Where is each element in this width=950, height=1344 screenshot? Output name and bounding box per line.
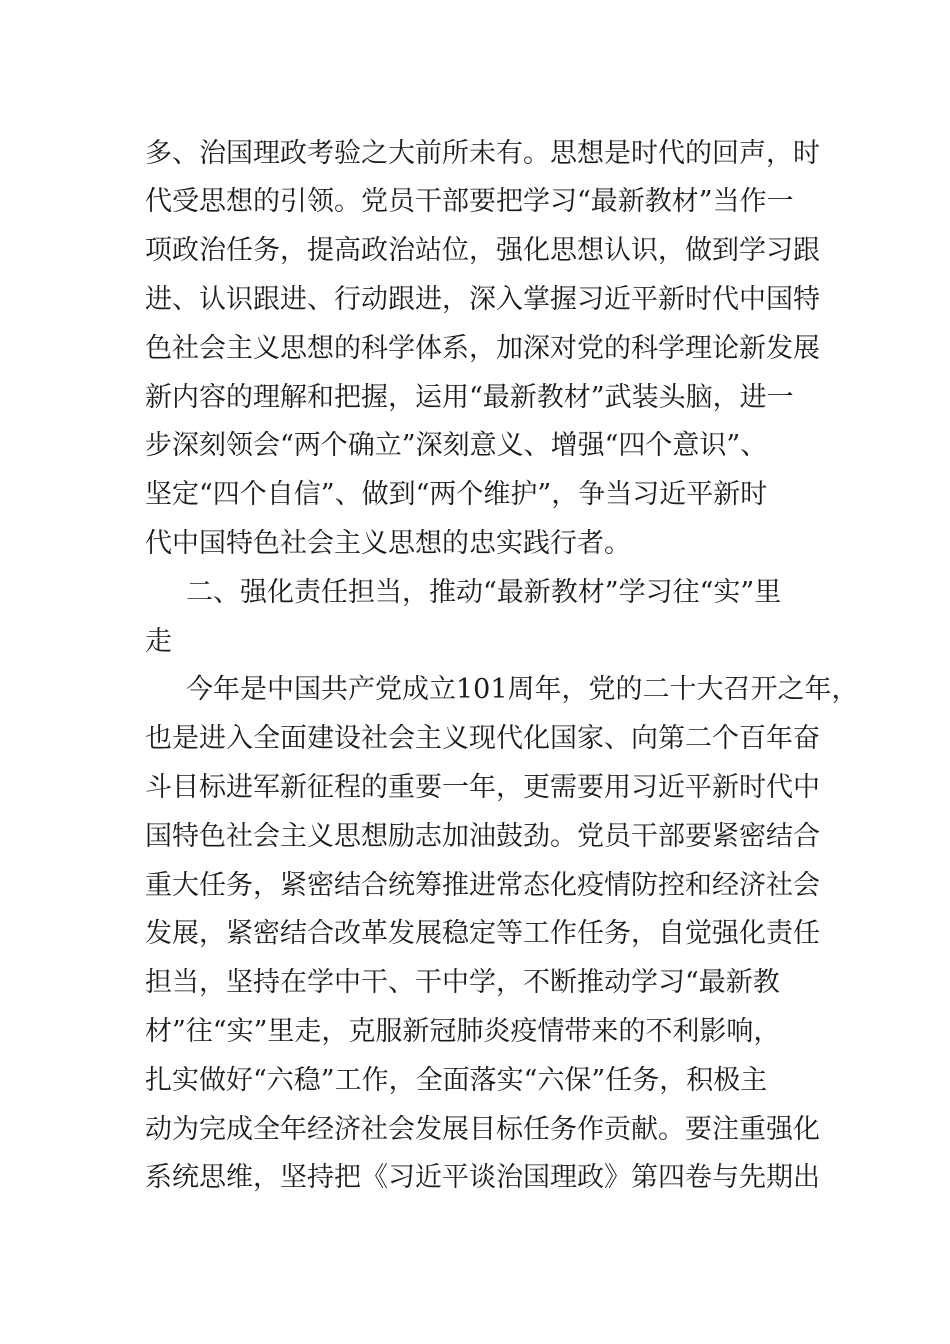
paragraph-line: 国特色社会主义思想励志加油鼓劲。党员干部要紧密结合 (145, 821, 820, 852)
paragraph-line: 重大任务，紧密结合统筹推进常态化疫情防控和经济社会 (145, 870, 820, 901)
paragraph-line: 材”往“实”里走，克服新冠肺炎疫情带来的不利影响， (145, 1016, 781, 1047)
paragraph-line: 斗目标进军新征程的重要一年，更需要用习近平新时代中 (145, 772, 820, 803)
section-heading: 二、强化责任担当，推动“最新教材”学习往“实”里 (186, 577, 782, 608)
paragraph-line: 今年是中国共产党成立101周年，党的二十大召开之年， (186, 674, 859, 705)
paragraph-line: 进、认识跟进、行动跟进，深入掌握习近平新时代中国特 (145, 284, 820, 315)
paragraph-line: 动为完成全年经济社会发展目标任务作贡献。要注重强化 (145, 1114, 820, 1145)
paragraph-line: 步深刻领会“两个确立”深刻意义、增强“四个意识”、 (145, 430, 768, 461)
paragraph-line: 扎实做好“六稳”工作，全面落实“六保”任务，积极主 (145, 1065, 768, 1096)
paragraph-line: 色社会主义思想的科学体系，加深对党的科学理论新发展 (145, 333, 820, 364)
paragraph-line: 系统思维，坚持把《习近平谈治国理政》第四卷与先期出 (145, 1162, 820, 1193)
paragraph-line: 新内容的理解和把握，运用“最新教材”武装头脑，进一 (145, 382, 794, 413)
paragraph-line: 担当，坚持在学中干、干中学，不断推动学习“最新教 (145, 967, 780, 998)
paragraph-line: 代中国特色社会主义思想的忠实践行者。 (145, 528, 631, 559)
paragraph-line: 坚定“四个自信”、做到“两个维护”，争当习近平新时 (145, 479, 768, 510)
paragraph-line: 代受思想的引领。党员干部要把学习“最新教材”当作一 (145, 186, 794, 217)
paragraph-line: 多、治国理政考验之大前所未有。思想是时代的回声，时 (145, 138, 820, 169)
paragraph-line: 也是进入全面建设社会主义现代化国家、向第二个百年奋 (145, 723, 820, 754)
section-heading-continuation: 走 (145, 626, 172, 657)
paragraph-line: 项政治任务，提高政治站位，强化思想认识，做到学习跟 (145, 235, 820, 266)
paragraph-line: 发展，紧密结合改革发展稳定等工作任务，自觉强化责任 (145, 918, 820, 949)
